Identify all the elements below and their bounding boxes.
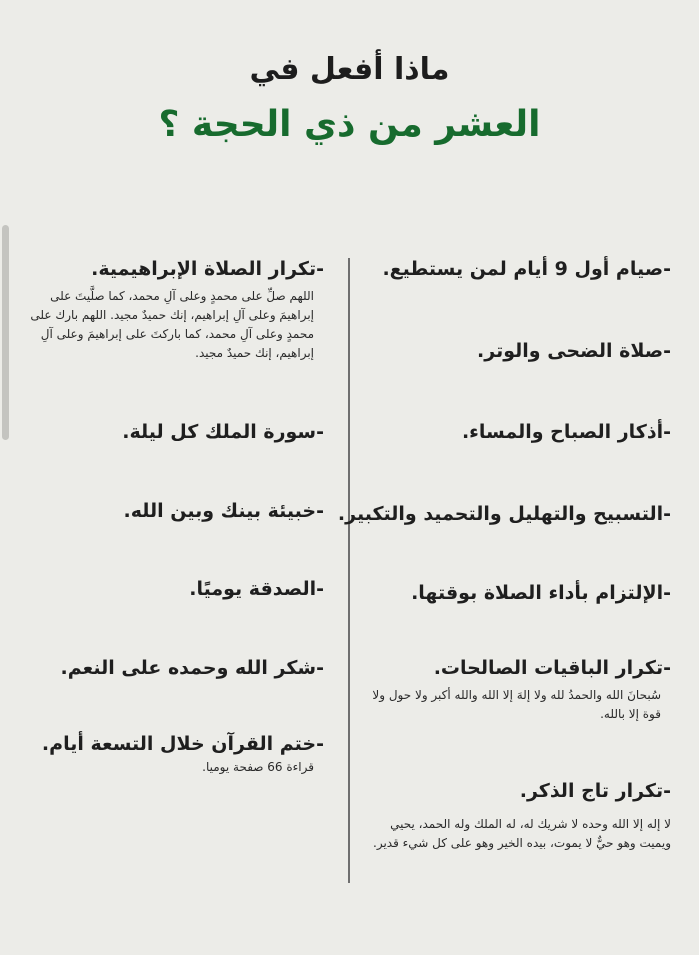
item-subtext: اللهم صلِّ على محمدٍ وعلى آلِ محمد، كما صلَّيتَ على إبراهيمَ وعلى آلِ إبراهيم، إنك حميدٌ مجيد. اللهم بارك على محمدٍ وعلى آلِ محمد، كما باركتَ على إبراهيمَ وعلى آلِ إبراهيم، إنك حميدٌ مجيد. [30,288,314,361]
item-title: -تكرار تاج الذكر. [519,780,671,802]
left-item-surat-al-mulk [19,421,324,444]
right-item-prayer-on-time [371,582,671,605]
item-title: -خبيئة بينك وبين الله. [123,500,324,522]
item-title: -أذكار الصباح والمساء. [461,421,671,443]
item-title: -الإلتزام بأداء الصلاة بوقتها. [411,582,671,604]
left-item-gratitude [19,657,324,680]
scrollbar[interactable] [2,225,9,440]
left-item-khatm-quran [19,733,324,777]
item-title: -التسبيح والتهليل والتحميد والتكبير. [337,503,671,525]
item-title: -شكر الله وحمده على النعم. [60,657,324,679]
right-item-duha-witr [371,340,671,363]
right-item-baqiyat [371,657,671,724]
title-line-1: ماذا أفعل في [249,52,450,87]
right-item-taj-al-dhikr [371,780,671,853]
title-line-2: العشر من ذي الحجة ؟ [158,104,541,145]
item-title: -ختم القرآن خلال التسعة أيام. [41,733,324,755]
item-title: -سورة الملك كل ليلة. [122,421,324,443]
item-title: -الصدقة يوميًا. [189,578,324,600]
item-title: -تكرار الصلاة الإبراهيمية. [91,258,324,280]
left-item-ibrahimiya [19,258,324,364]
left-item-daily-charity [19,578,324,601]
item-subtext: سُبحانَ الله والحمدُ لله ولا إلهَ إلا الله والله أكبر ولا حول ولا قوة إلا بالله. [372,687,661,721]
column-divider [348,258,350,883]
item-title: -تكرار الباقيات الصالحات. [433,657,671,679]
right-item-fasting [371,258,671,281]
left-item-khabi-a [19,500,324,523]
right-item-tasbih [337,503,671,526]
item-subtext: قراءة 66 صفحة يوميا. [202,759,314,774]
right-item-morning-evening-adhkar [371,421,671,444]
item-subtext: لا إله إلا الله وحده لا شريك له، له الملك وله الحمد، يحيي ويميت وهو حيٌّ لا يموت، بيده الخير وهو على كل شيء قدير. [373,816,671,850]
item-title: -صلاة الضحى والوتر. [477,340,671,362]
item-title: -صيام أول 9 أيام لمن يستطيع. [382,258,671,280]
